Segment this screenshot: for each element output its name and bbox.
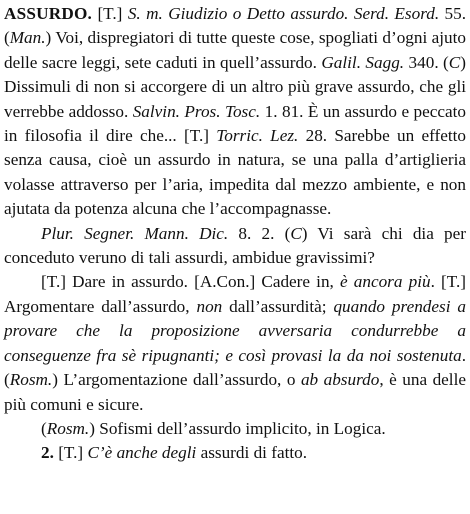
entry-text-run: ( xyxy=(41,418,47,438)
entry-text-run: ) Voi, dispregiatori di tutte queste cose, spogliati d’ogni ajuto delle sacre leggi, sete caduti in quell’assurdo. xyxy=(4,28,466,72)
entry-text-run: dall’assurdità; xyxy=(222,296,334,316)
entry-text-run: Man. xyxy=(9,28,46,48)
entry-text-run: S. m. Giudizio o Detto assurdo. Serd. Esord. xyxy=(127,4,440,23)
entry-text-run: è ancora più xyxy=(340,272,431,292)
entry-text-run: ) Dissimuli di non si accorgere di un altro più grave assurdo, che gli verrebbe addosso. xyxy=(4,52,466,121)
entry-text-run: [T.] xyxy=(92,4,128,23)
entry-text-run: Galil. Sagg. xyxy=(321,52,405,72)
entry-text-run: [T.] Dare in assurdo. [A.Con.] Cadere in, xyxy=(41,272,340,292)
entry-text-run: quando prendesi a provare che la proposizione avversaria condurrebbe a conseguenze fra sè ripugnanti; e così provasi la da noi sostenuta xyxy=(4,296,466,365)
entry-text-run: Rosm. xyxy=(46,418,90,438)
entry-text-run: ) Sofismi dell’assurdo implicito, in Logica. xyxy=(89,418,386,438)
entry-text-run: C xyxy=(290,223,302,243)
entry-text-run: . [T.] Argomentare dall’assurdo, xyxy=(4,272,466,316)
entry-paragraph-logic xyxy=(4,417,466,441)
entry-text-run: . ( xyxy=(4,345,466,390)
entry-text-run: 340. ( xyxy=(404,52,449,72)
entry-text-run: [T.] xyxy=(53,443,88,463)
entry-text-run: 55. ( xyxy=(4,4,467,48)
entry-text-run: Salvin. Pros. Tosc. xyxy=(132,101,261,121)
dictionary-entry xyxy=(4,2,466,466)
entry-text-run: , è una delle più comuni e sicure. xyxy=(4,370,466,414)
entry-text-run: ab absurdo xyxy=(300,370,380,390)
entry-text-run: 8. 2. ( xyxy=(228,223,291,243)
entry-text-run: C xyxy=(448,52,461,72)
entry-text-run: 1. 81. È un assurdo e peccato in filosofia il dire che... [T.] xyxy=(4,101,467,146)
entry-text-run: Plur. Segner. Mann. Dic. xyxy=(41,223,229,243)
entry-text-run: non xyxy=(196,296,223,316)
entry-text-run: C’è anche degli xyxy=(87,443,197,463)
entry-paragraph-main xyxy=(4,2,466,222)
entry-paragraph-usage xyxy=(4,270,466,416)
entry-paragraph-plural xyxy=(4,222,466,271)
entry-text-run: Rosm. xyxy=(9,370,53,390)
entry-headword: ASSURDO. xyxy=(4,4,93,23)
entry-text-run: ) Vi sarà chi dia per conceduto veruno di tali assurdi, ambidue gravissimi? xyxy=(4,223,466,268)
entry-text-run: assurdi di fatto. xyxy=(196,443,308,463)
entry-paragraph-sense-2 xyxy=(4,441,466,465)
entry-text-run: 28. Sarebbe un effetto senza causa, cioè un assurdo in natura, se una palla d’artiglieria volasse attraverso per l’aria, impedita dal mezzo ambiente, e non ajutata da potenza alcuna che l’accompagnasse. xyxy=(4,126,466,219)
entry-text-run: 2. xyxy=(41,443,54,463)
entry-text-run: ) L’argomentazione dall’assurdo, o xyxy=(52,370,301,390)
entry-text-run: Torric. Lez. xyxy=(216,126,299,146)
